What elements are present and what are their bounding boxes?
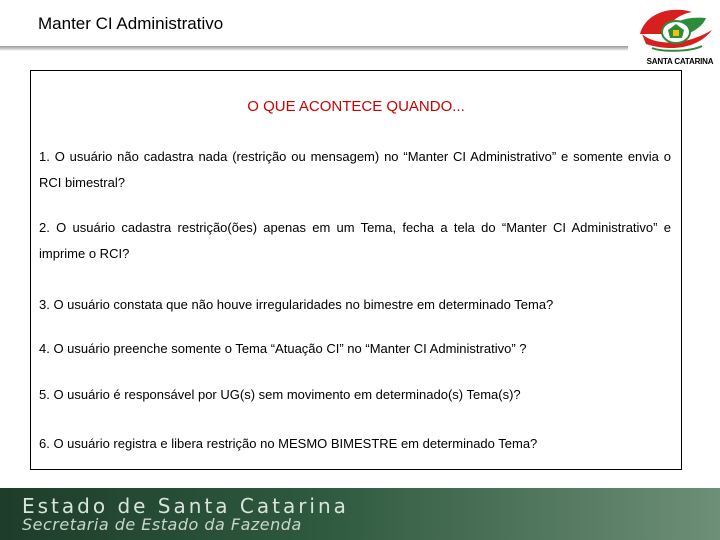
section-heading: O QUE ACONTECE QUANDO...: [247, 98, 465, 115]
list-item: 4. O usuário preenche somente o Tema “Atuação CI” no “Manter CI Administrativo” ?: [39, 341, 527, 356]
content-panel: [30, 70, 682, 470]
footer-department: Secretaria de Estado da Fazenda: [22, 515, 302, 534]
footer-banner: [0, 488, 720, 540]
list-item: 6. O usuário registra e libera restrição no MESMO BIMESTRE em determinado Tema?: [39, 436, 538, 451]
list-item: 2. O usuário cadastra restrição(ões) apenas em um Tema, fecha a tela do “Manter CI Administrativo” e imprime o RCI?: [39, 220, 671, 261]
list-item: 1. O usuário não cadastra nada (restrição ou mensagem) no “Manter CI Administrativo” e somente envia o RCI bimestral?: [39, 149, 671, 190]
list-item: 5. O usuário é responsável por UG(s) sem movimento em determinado(s) Tema(s)?: [39, 387, 521, 402]
list-item: 3. O usuário constata que não houve irregularidades no bimestre em determinado Tema?: [39, 297, 554, 312]
footer-state-name: Estado de Santa Catarina: [22, 494, 349, 518]
header-divider: [0, 46, 628, 51]
page-title: Manter CI Administrativo: [38, 14, 224, 33]
logo-label: SANTA CATARINA: [646, 57, 714, 66]
